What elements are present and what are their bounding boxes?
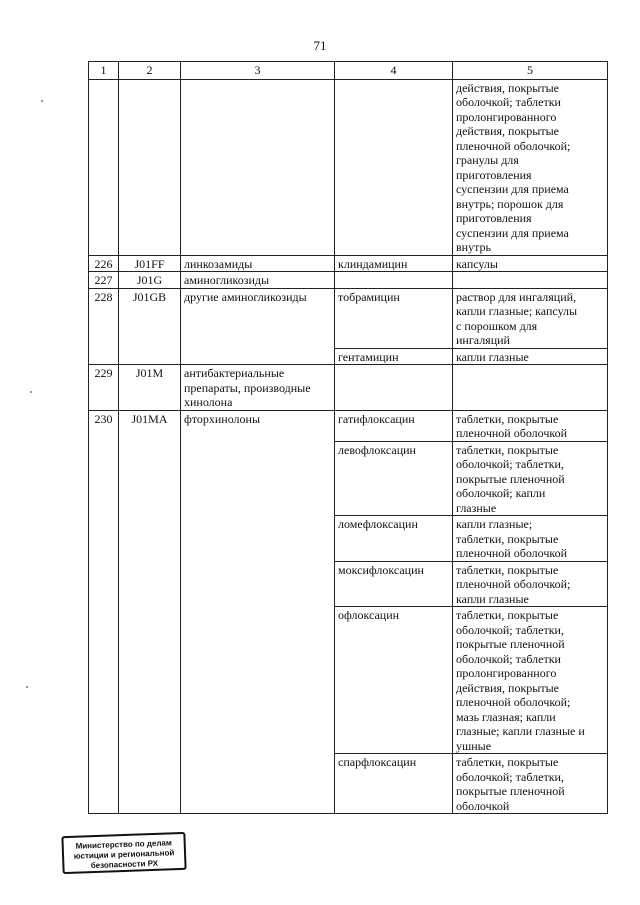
column-header-5: 5	[453, 62, 608, 80]
cell-drug: спарфлоксацин	[335, 754, 453, 814]
cell-group: линкозамиды	[181, 255, 335, 272]
cell-forms	[453, 272, 608, 289]
cell-num	[89, 79, 119, 255]
cell-forms: капли глазные; таблетки, покрытые пленочной оболочкой	[453, 516, 608, 562]
cell-drug: клиндамицин	[335, 255, 453, 272]
cell-num: 227	[89, 272, 119, 289]
cell-group: антибактериальные препараты, производные хинолона	[181, 365, 335, 411]
cell-forms: действия, покрытые оболочкой; таблетки пролонгированного действия, покрытые пленочной оболочкой; гранулы для приготовления суспензии для приема внутрь; порошок для приготовления суспензии для приема внутрь	[453, 79, 608, 255]
cell-drug: тобрамицин	[335, 288, 453, 348]
cell-forms: таблетки, покрытые оболочкой; таблетки, покрытые пленочной оболочкой	[453, 754, 608, 814]
cell-group: фторхинолоны	[181, 410, 335, 814]
stamp-line: безопасности РХ	[90, 858, 159, 871]
cell-drug	[335, 79, 453, 255]
table-row-226	[89, 255, 608, 272]
cell-drug: гатифлоксацин	[335, 410, 453, 441]
column-header-1: 1	[89, 62, 119, 80]
table-header-row	[89, 62, 608, 80]
cell-group	[181, 79, 335, 255]
cell-drug	[335, 365, 453, 411]
cell-forms: раствор для ингаляций, капли глазные; капсулы с порошком для ингаляций	[453, 288, 608, 348]
table-row-230	[89, 410, 608, 441]
cell-atc-code: J01FF	[119, 255, 181, 272]
cell-forms: таблетки, покрытые пленочной оболочкой; капли глазные	[453, 561, 608, 607]
cell-atc-code: J01G	[119, 272, 181, 289]
table-row-227	[89, 272, 608, 289]
column-header-3: 3	[181, 62, 335, 80]
column-header-4: 4	[335, 62, 453, 80]
column-header-2: 2	[119, 62, 181, 80]
cell-group: другие аминогликозиды	[181, 288, 335, 365]
cell-atc-code: J01MA	[119, 410, 181, 814]
table-row-continued	[89, 79, 608, 255]
cell-drug: офлоксацин	[335, 607, 453, 754]
cell-group: аминогликозиды	[181, 272, 335, 289]
table-row-229	[89, 365, 608, 411]
cell-forms: таблетки, покрытые оболочкой; таблетки, покрытые пленочной оболочкой; таблетки пролонгированного действия, покрытые пленочной оболочкой; мазь глазная; капли глазные; капли глазные и ушные	[453, 607, 608, 754]
ministry-stamp	[61, 832, 186, 874]
cell-num: 229	[89, 365, 119, 411]
scan-speck	[30, 391, 32, 393]
cell-forms: таблетки, покрытые пленочной оболочкой	[453, 410, 608, 441]
cell-num: 228	[89, 288, 119, 365]
cell-num: 230	[89, 410, 119, 814]
cell-drug	[335, 272, 453, 289]
page-number: 71	[313, 38, 327, 53]
cell-forms: капли глазные	[453, 348, 608, 365]
cell-atc-code: J01M	[119, 365, 181, 411]
stamp-line: Министерство по делам	[75, 838, 172, 851]
cell-forms	[453, 365, 608, 411]
scan-speck	[26, 686, 28, 688]
cell-drug: моксифлоксацин	[335, 561, 453, 607]
cell-code	[119, 79, 181, 255]
scan-speck	[41, 100, 43, 102]
stamp-line: юстиции и региональной	[73, 848, 175, 861]
cell-drug: гентамицин	[335, 348, 453, 365]
cell-drug: левофлоксацин	[335, 441, 453, 516]
cell-drug: ломефлоксацин	[335, 516, 453, 562]
drug-table	[88, 61, 608, 814]
cell-num: 226	[89, 255, 119, 272]
cell-forms: капсулы	[453, 255, 608, 272]
table-row-228	[89, 288, 608, 348]
cell-atc-code: J01GB	[119, 288, 181, 365]
cell-forms: таблетки, покрытые оболочкой; таблетки, покрытые пленочной оболочкой; капли глазные	[453, 441, 608, 516]
